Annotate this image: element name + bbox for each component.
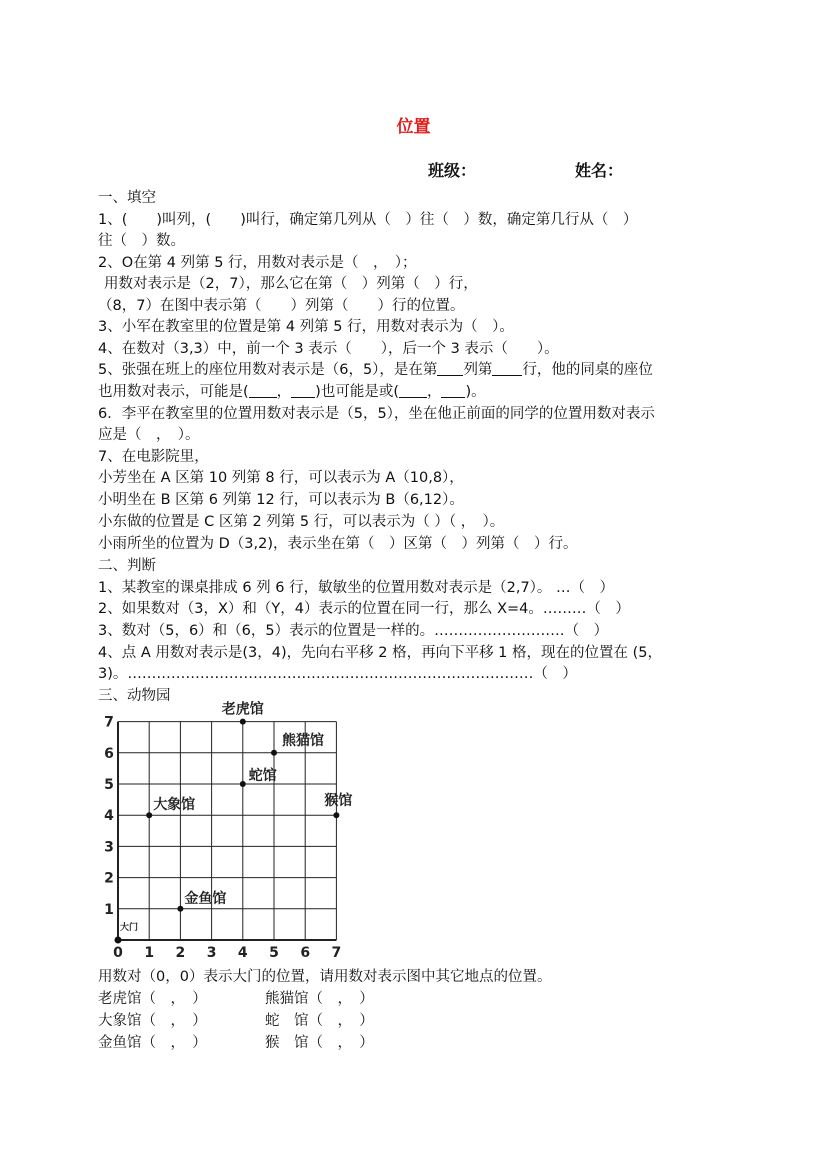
- question-7-line-5: 小雨所坐的位置为 D（3,2)，表示坐在第（ ）区第（ ）列第（ ）行。: [98, 536, 578, 552]
- section-heading-judge: 二、判断: [98, 558, 156, 574]
- q5-blank-4[interactable]: [441, 383, 465, 398]
- point-label: 大象馆: [153, 797, 196, 814]
- judge-1: 1、某教室的课桌排成 6 列 6 行，敏敏坐的位置用数对表示是（2,7）。 …（ ）: [98, 580, 615, 596]
- question-6-line-2: 应是（ ， ）。: [98, 427, 200, 443]
- point-marker: [333, 812, 339, 818]
- y-tick-label: 5: [104, 777, 114, 793]
- judge-2: 2、如果数对（3，X）和（Y，4）表示的位置在同一行，那么 X=4。………（ ）: [98, 601, 630, 617]
- point-label: 大门: [120, 923, 139, 933]
- q5-text-c: 行，他的同桌的座位: [522, 362, 653, 378]
- point-label: 蛇馆: [248, 768, 277, 784]
- question-1-line-1: 1、( )叫列，( )叫行，确定第几列从（ ）往（ ）数，确定第几行从（ ）: [98, 212, 638, 228]
- y-tick-label: 6: [104, 745, 114, 762]
- judge-3: 3、数对（5，6）和（6，5）表示的位置是一样的。………………………（ ）: [98, 623, 609, 639]
- answer-panda-house: 熊猫馆（ ， ）: [265, 991, 374, 1007]
- y-tick-label: 2: [104, 870, 114, 887]
- point-label: 金鱼馆: [184, 890, 227, 907]
- q5-blank-3[interactable]: [399, 383, 427, 398]
- q5-text-h: )。: [465, 384, 486, 400]
- q5-blank-1[interactable]: [249, 383, 277, 398]
- question-1-line-2: 往（ ）数。: [98, 233, 185, 249]
- question-7-line-4: 小东做的位置是 C 区第 2 列第 5 行，可以表示为（ ）（ ， ）。: [98, 514, 505, 530]
- y-tick-label: 1: [104, 901, 114, 918]
- class-label: 班级：: [428, 161, 477, 180]
- question-5-line-1: [98, 360, 653, 380]
- x-tick-label: 3: [206, 945, 217, 961]
- answer-monkey-house: 猴 馆（ ， ）: [265, 1035, 374, 1051]
- question-7-line-3: 小明坐在 B 区第 6 列第 12 行，可以表示为 B（6,12）。: [98, 492, 464, 508]
- x-tick-label: 2: [175, 945, 186, 961]
- point-marker: [271, 750, 277, 756]
- x-tick-label: 4: [237, 945, 248, 961]
- judge-4-line-2: 3)。…………………………………………………………………………（ ）: [98, 666, 577, 682]
- point-label: 熊猫馆: [282, 732, 324, 749]
- q5-blank-2[interactable]: [291, 383, 315, 398]
- q5-text-a: 5、张强在班上的座位用数对表示是（6，5），是在第: [98, 362, 438, 378]
- answer-tiger-house: 老虎馆（ ， ）: [98, 991, 207, 1007]
- name-label: 姓名：: [575, 161, 624, 180]
- answer-goldfish-house: 金鱼馆（ ， ）: [98, 1035, 207, 1051]
- answer-elephant-house: 大象馆（ ， ）: [98, 1013, 207, 1029]
- q5-blank-column[interactable]: [437, 361, 463, 376]
- x-tick-label: 0: [113, 945, 123, 961]
- question-2-line-3: （8，7）在图中表示第（ ）列第（ ）行的位置。: [98, 298, 465, 314]
- y-tick-label: 4: [104, 808, 114, 825]
- point-marker: [115, 937, 122, 944]
- section-heading-zoo: 三、动物园: [98, 688, 171, 704]
- x-tick-label: 7: [331, 945, 342, 961]
- x-tick-label: 6: [300, 945, 311, 961]
- y-tick-label: 7: [104, 714, 114, 731]
- point-label: 老虎馆: [221, 701, 264, 718]
- question-5-line-2: [98, 382, 486, 402]
- question-2-line-2: 用数对表示是（2，7），那么它在第（ ）列第（ ）行，: [104, 276, 478, 292]
- question-7-line-1: 7、在电影院里，: [98, 449, 209, 465]
- x-tick-label: 5: [269, 945, 279, 961]
- q5-text-g: ，: [426, 384, 442, 400]
- answer-snake-house: 蛇 馆（ ， ）: [265, 1013, 374, 1029]
- question-6-line-1: 6．李平在教室里的位置用数对表示是（5，5），坐在他正前面的同学的位置用数对表示: [98, 406, 655, 422]
- section-heading-fill: 一、填空: [98, 190, 156, 206]
- zoo-grid-map: [98, 701, 378, 967]
- point-label: 猴馆: [324, 793, 353, 810]
- q5-text-b: 列第: [463, 362, 493, 378]
- judge-4-line-1: 4、点 A 用数对表示是(3，4)，先向右平移 2 格，再向下平移 1 格，现在的位置在 (5，: [98, 645, 663, 661]
- question-3: 3、小军在教室里的位置是第 4 列第 5 行，用数对表示为（ ）。: [98, 319, 514, 335]
- point-marker: [240, 781, 246, 787]
- point-marker: [146, 812, 152, 818]
- q5-text-e: ，: [276, 384, 292, 400]
- question-2-line-1: 2、O在第 4 列第 5 行，用数对表示是（ ， ）；: [98, 255, 417, 271]
- point-marker: [240, 719, 246, 725]
- zoo-instruction: 用数对（0，0）表示大门的位置，请用数对表示图中其它地点的位置。: [98, 969, 552, 985]
- y-tick-label: 3: [104, 839, 114, 856]
- question-7-line-2: 小芳坐在 A 区第 10 列第 8 行，可以表示为 A（10,8），: [98, 470, 464, 486]
- q5-text-f: )也可能是或(: [315, 384, 399, 400]
- question-4: 4、在数对（3,3）中，前一个 3 表示（ ），后一个 3 表示（ ）。: [98, 341, 559, 357]
- q5-blank-row[interactable]: [492, 361, 522, 376]
- page-title: 位置: [396, 117, 431, 137]
- q5-text-d: 也用数对表示，可能是(: [98, 384, 249, 400]
- point-marker: [177, 906, 183, 912]
- x-tick-label: 1: [144, 945, 155, 961]
